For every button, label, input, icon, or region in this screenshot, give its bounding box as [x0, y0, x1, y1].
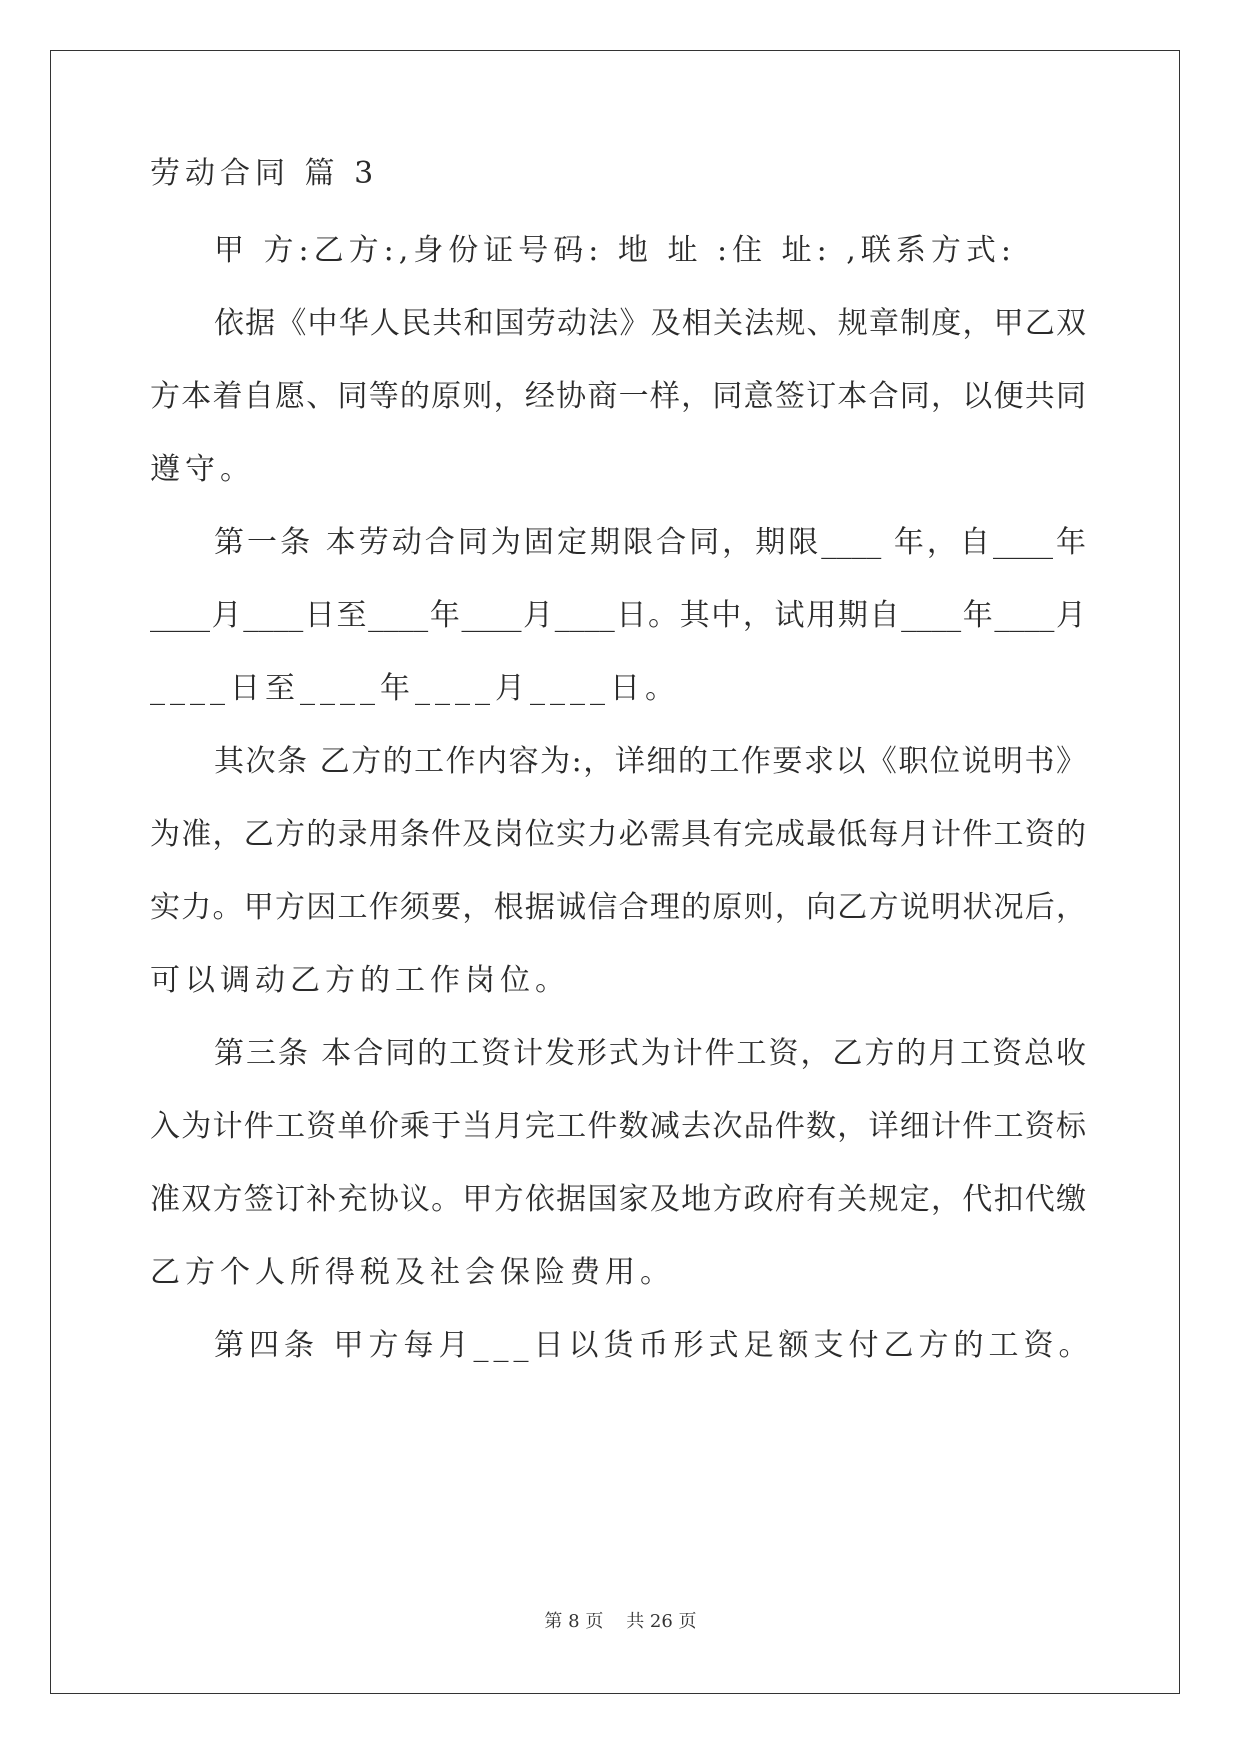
- article-3-line: 乙方个人所得税及社会保险费用。: [150, 1255, 675, 1290]
- paragraph-line: 方本着自愿、同等的原则，经协商一样，同意签订本合同，以便共同: [150, 379, 1086, 414]
- document-title: 劳动合同 篇 3: [150, 156, 379, 191]
- page-frame: [50, 50, 1180, 1694]
- party-info-line: 甲 方:乙方:,身份证号码: 地 址 :住 址: ,联系方式:: [214, 233, 1016, 268]
- article-1-line: 第一条 本劳动合同为固定期限合同，期限____ 年，自____年: [214, 525, 1086, 560]
- article-3-line: 第三条 本合同的工资计发形式为计件工资，乙方的月工资总收: [214, 1036, 1086, 1071]
- page-number: 第 8 页 共 26 页: [544, 1611, 697, 1632]
- article-2-line: 为准，乙方的录用条件及岗位实力必需具有完成最低每月计件工资的: [150, 817, 1086, 852]
- article-2-line: 其次条 乙方的工作内容为:，详细的工作要求以《职位说明书》: [214, 744, 1086, 779]
- article-1-line: ____月____日至____年____月____日。其中，试用期自____年____月: [150, 598, 1086, 633]
- article-3-line: 入为计件工资单价乘于当月完工件数减去次品件数，详细计件工资标: [150, 1109, 1086, 1144]
- paragraph-line: 依据《中华人民共和国劳动法》及相关法规、规章制度，甲乙双: [214, 306, 1086, 341]
- article-3-line: 准双方签订补充协议。甲方依据国家及地方政府有关规定，代扣代缴: [150, 1182, 1086, 1217]
- paragraph-line: 遵守。: [150, 452, 255, 487]
- article-2-line: 可以调动乙方的工作岗位。: [150, 963, 570, 998]
- article-4-line: 第四条 甲方每月___日以货币形式足额支付乙方的工资。: [214, 1328, 1094, 1363]
- article-1-line: ____日至____年____月____日。: [150, 671, 680, 706]
- article-2-line: 实力。甲方因工作须要，根据诚信合理的原则，向乙方说明状况后，: [150, 890, 1086, 925]
